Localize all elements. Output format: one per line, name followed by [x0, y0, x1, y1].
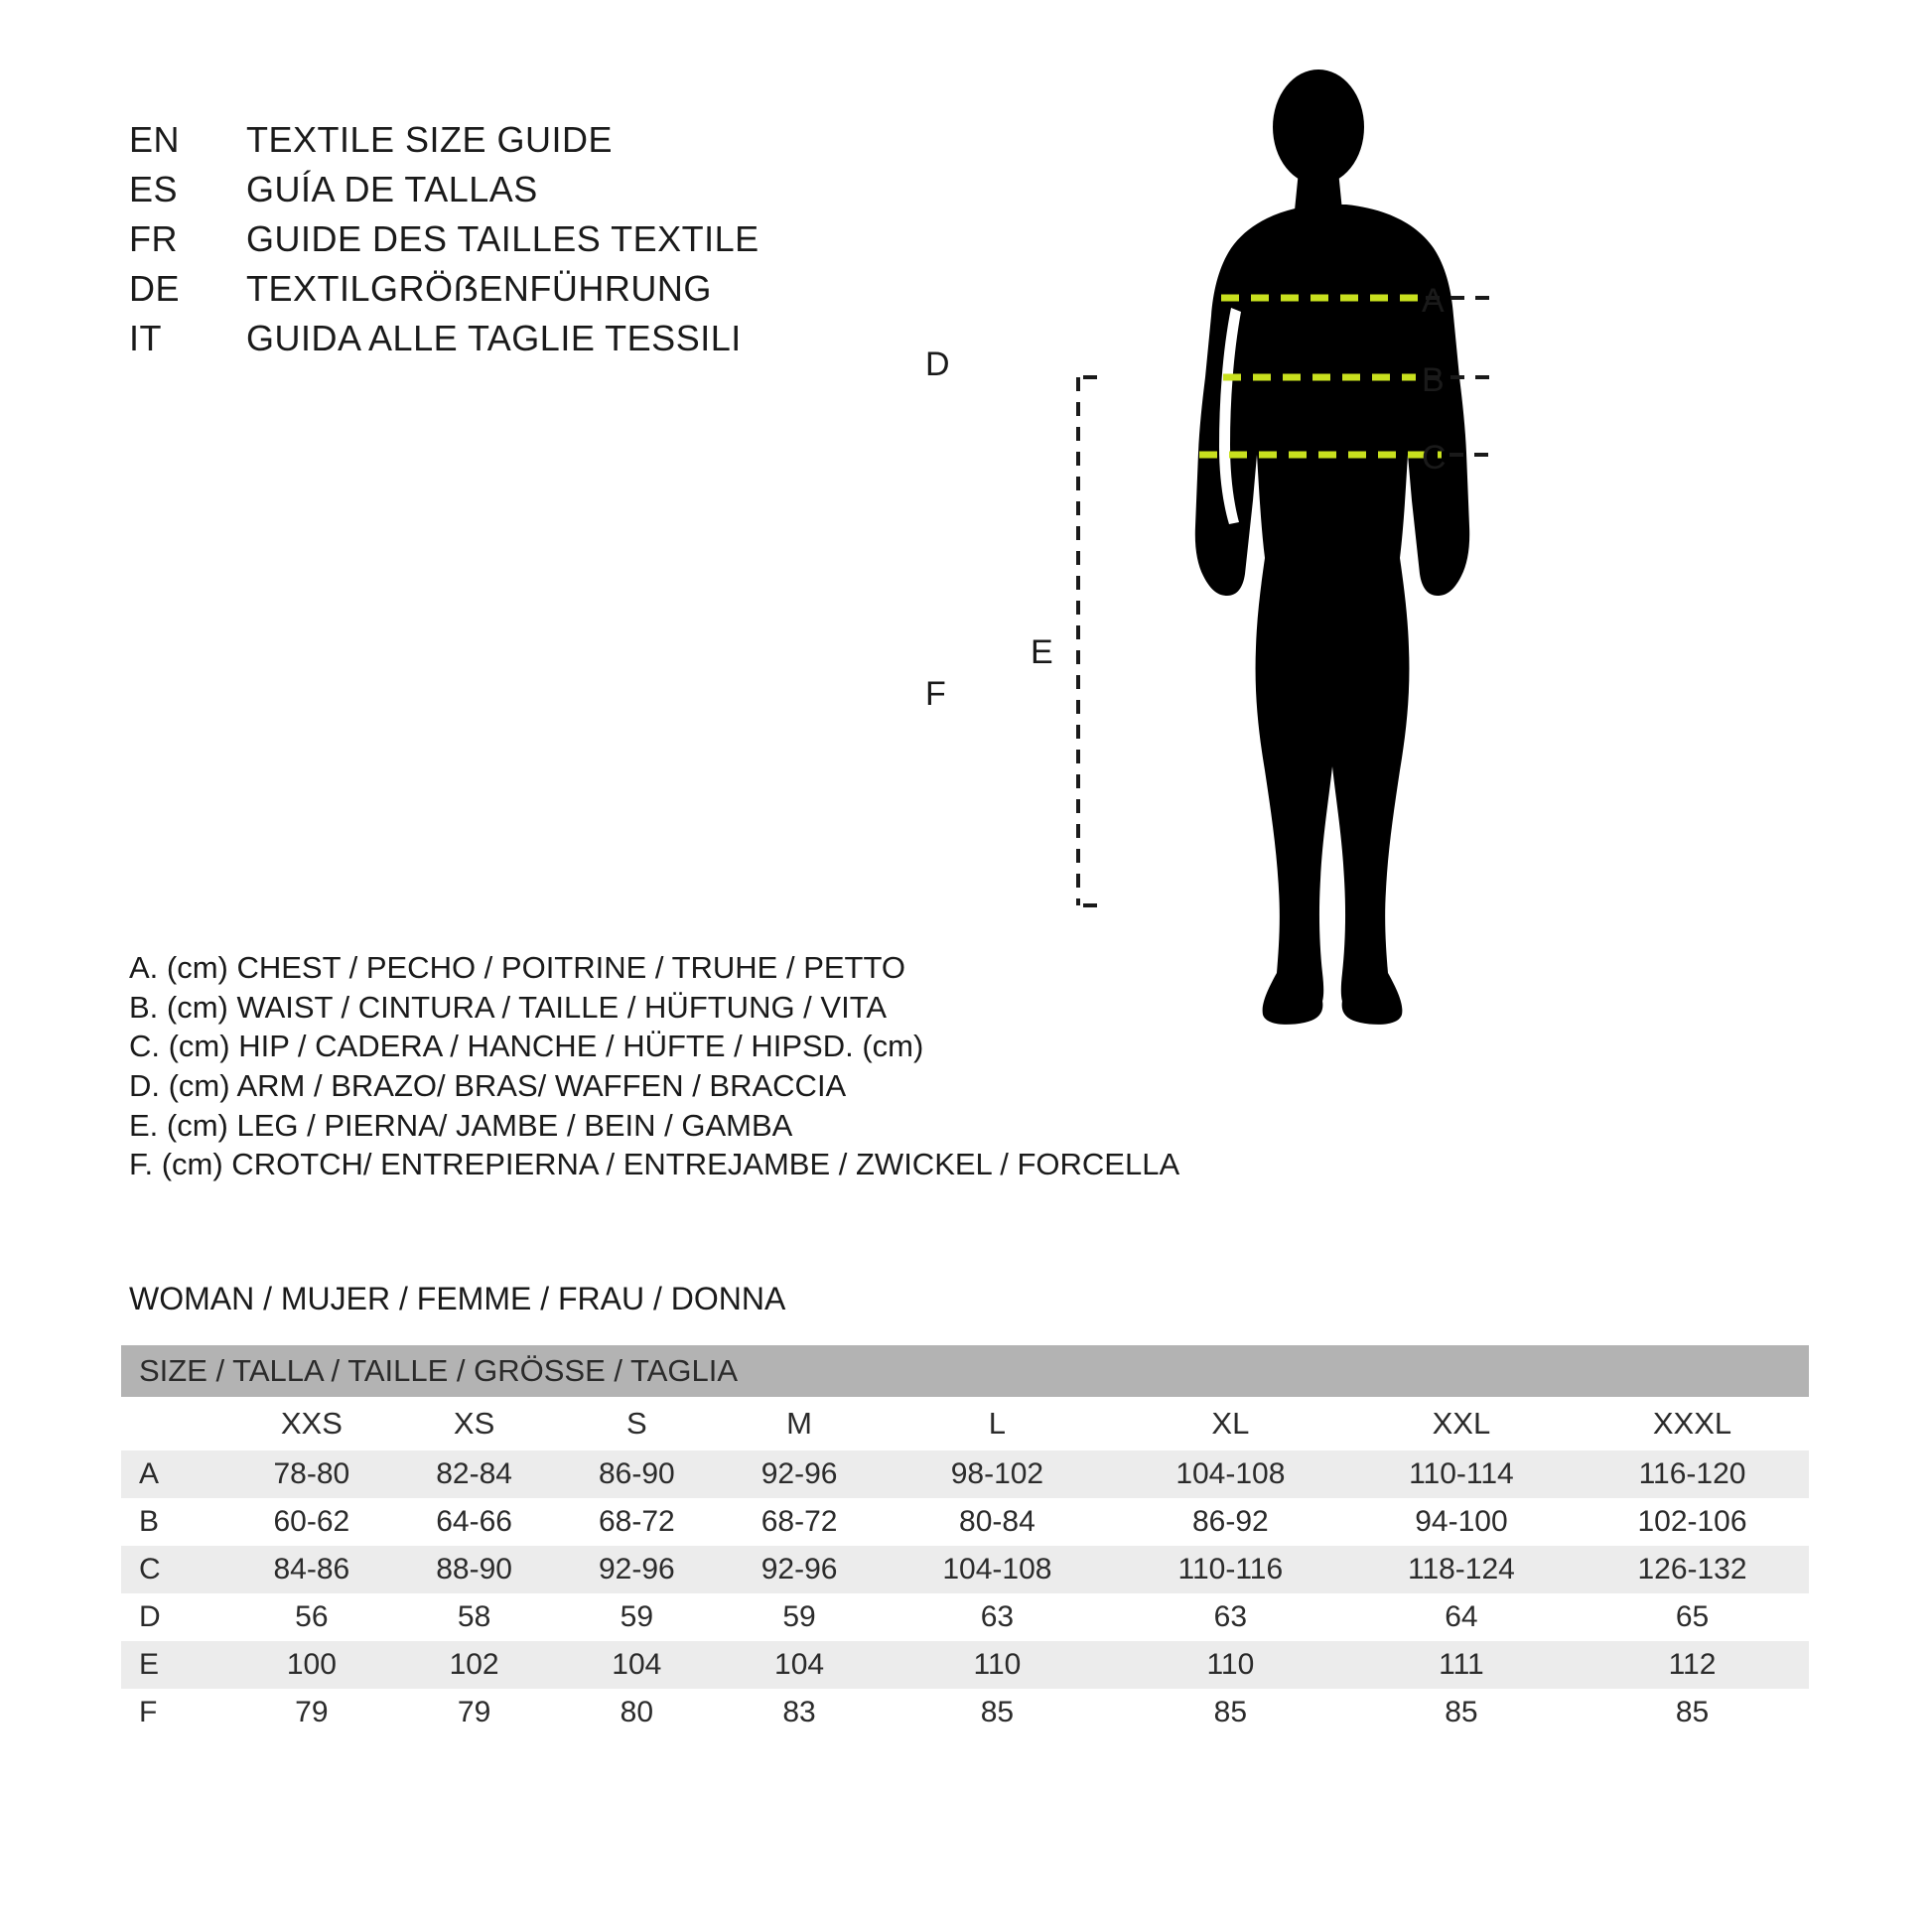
table-corner-cell	[121, 1397, 230, 1450]
cell-a-xxl: 110-114	[1347, 1450, 1576, 1498]
cell-e-xs: 102	[393, 1641, 556, 1689]
title-text-es: GUÍA DE TALLAS	[246, 169, 538, 209]
table-header-row	[121, 1345, 1809, 1397]
title-text-it: GUIDA ALLE TAGLIE TESSILI	[246, 318, 742, 358]
cell-f-xs: 79	[393, 1689, 556, 1736]
measurement-figure	[925, 60, 1886, 1231]
cell-b-s: 68-72	[555, 1498, 718, 1546]
language-code-fr: FR	[129, 218, 178, 259]
cell-a-xxs: 78-80	[230, 1450, 393, 1498]
title-row	[129, 119, 943, 161]
cell-e-xxl: 111	[1347, 1641, 1576, 1689]
cell-a-l: 98-102	[881, 1450, 1114, 1498]
title-row	[129, 169, 943, 210]
section-caption-woman: WOMAN / MUJER / FEMME / FRAU / DONNA	[129, 1281, 786, 1316]
cell-b-xs: 64-66	[393, 1498, 556, 1546]
table-header-label: SIZE / TALLA / TAILLE / GRÖSSE / TAGLIA	[121, 1345, 1809, 1397]
cell-f-xxl: 85	[1347, 1689, 1576, 1736]
row-label-a: A	[121, 1450, 230, 1498]
cell-f-l: 85	[881, 1689, 1114, 1736]
cell-f-xl: 85	[1114, 1689, 1347, 1736]
cell-d-xxl: 64	[1347, 1593, 1576, 1641]
cell-a-s: 86-90	[555, 1450, 718, 1498]
label-f: F	[925, 675, 946, 713]
table-row	[121, 1546, 1809, 1593]
table-row	[121, 1498, 1809, 1546]
title-text-en: TEXTILE SIZE GUIDE	[246, 119, 614, 160]
cell-c-xxl: 118-124	[1347, 1546, 1576, 1593]
cell-c-l: 104-108	[881, 1546, 1114, 1593]
measurement-legend	[129, 948, 1221, 1184]
cell-b-l: 80-84	[881, 1498, 1114, 1546]
size-header-m: M	[718, 1397, 881, 1450]
size-chart-table	[121, 1345, 1809, 1736]
legend-item-d: D. (cm) ARM / BRAZO/ BRAS/ WAFFEN / BRACCIA	[129, 1068, 847, 1104]
legend-item-c: C. (cm) HIP / CADERA / HANCHE / HÜFTE / HIPSD. (cm)	[129, 1029, 924, 1064]
table-row	[121, 1450, 1809, 1498]
cell-d-s: 59	[555, 1593, 718, 1641]
row-label-d: D	[121, 1593, 230, 1641]
size-header-l: L	[881, 1397, 1114, 1450]
cell-b-xxxl: 102-106	[1576, 1498, 1809, 1546]
title-text-de: TEXTILGRÖẞENFÜHRUNG	[246, 268, 712, 309]
cell-d-l: 63	[881, 1593, 1114, 1641]
cell-f-s: 80	[555, 1689, 718, 1736]
size-header-s: S	[555, 1397, 718, 1450]
cell-c-xxs: 84-86	[230, 1546, 393, 1593]
cell-c-s: 92-96	[555, 1546, 718, 1593]
cell-f-m: 83	[718, 1689, 881, 1736]
cell-a-xl: 104-108	[1114, 1450, 1347, 1498]
legend-item-f: F. (cm) CROTCH/ ENTREPIERNA / ENTREJAMBE / ZWICKEL / FORCELLA	[129, 1147, 1180, 1182]
cell-c-xs: 88-90	[393, 1546, 556, 1593]
table-row	[121, 1689, 1809, 1736]
row-label-e: E	[121, 1641, 230, 1689]
row-label-f: F	[121, 1689, 230, 1736]
cell-a-xxxl: 116-120	[1576, 1450, 1809, 1498]
cell-e-xxxl: 112	[1576, 1641, 1809, 1689]
cell-c-xl: 110-116	[1114, 1546, 1347, 1593]
cell-d-xxs: 56	[230, 1593, 393, 1641]
language-code-es: ES	[129, 169, 179, 209]
label-e: E	[1031, 633, 1053, 671]
title-text-fr: GUIDE DES TAILLES TEXTILE	[246, 218, 759, 259]
title-block	[129, 119, 943, 367]
label-c: C	[1422, 439, 1447, 477]
cell-e-xl: 110	[1114, 1641, 1347, 1689]
row-label-b: B	[121, 1498, 230, 1546]
legend-item-a: A. (cm) CHEST / PECHO / POITRINE / TRUHE / PETTO	[129, 950, 905, 985]
label-d: D	[925, 345, 950, 383]
title-row	[129, 268, 943, 310]
title-row	[129, 318, 943, 359]
cell-b-xxs: 60-62	[230, 1498, 393, 1546]
row-label-c: C	[121, 1546, 230, 1593]
cell-a-xs: 82-84	[393, 1450, 556, 1498]
cell-d-xl: 63	[1114, 1593, 1347, 1641]
cell-e-xxs: 100	[230, 1641, 393, 1689]
table-row	[121, 1593, 1809, 1641]
cell-c-m: 92-96	[718, 1546, 881, 1593]
language-code-en: EN	[129, 119, 181, 160]
cell-b-m: 68-72	[718, 1498, 881, 1546]
cell-d-xxxl: 65	[1576, 1593, 1809, 1641]
title-row	[129, 218, 943, 260]
cell-e-l: 110	[881, 1641, 1114, 1689]
size-header-xs: XS	[393, 1397, 556, 1450]
table-sizes-row	[121, 1397, 1809, 1450]
cell-a-m: 92-96	[718, 1450, 881, 1498]
language-code-de: DE	[129, 268, 181, 309]
woman-silhouette	[1195, 69, 1469, 1025]
cell-d-m: 59	[718, 1593, 881, 1641]
cell-f-xxs: 79	[230, 1689, 393, 1736]
legend-item-e: E. (cm) LEG / PIERNA/ JAMBE / BEIN / GAMBA	[129, 1107, 793, 1143]
table-row	[121, 1641, 1809, 1689]
cell-c-xxxl: 126-132	[1576, 1546, 1809, 1593]
cell-e-m: 104	[718, 1641, 881, 1689]
size-header-xxs: XXS	[230, 1397, 393, 1450]
bracket-leg-e	[1072, 377, 1098, 905]
legend-item-b: B. (cm) WAIST / CINTURA / TAILLE / HÜFTUNG / VITA	[129, 989, 888, 1025]
size-header-xxl: XXL	[1347, 1397, 1576, 1450]
cell-b-xxl: 94-100	[1347, 1498, 1576, 1546]
language-code-it: IT	[129, 318, 162, 358]
size-header-xxxl: XXXL	[1576, 1397, 1809, 1450]
cell-d-xs: 58	[393, 1593, 556, 1641]
label-b: B	[1422, 361, 1445, 399]
cell-b-xl: 86-92	[1114, 1498, 1347, 1546]
label-a: A	[1422, 282, 1445, 320]
size-header-xl: XL	[1114, 1397, 1347, 1450]
cell-e-s: 104	[555, 1641, 718, 1689]
cell-f-xxxl: 85	[1576, 1689, 1809, 1736]
